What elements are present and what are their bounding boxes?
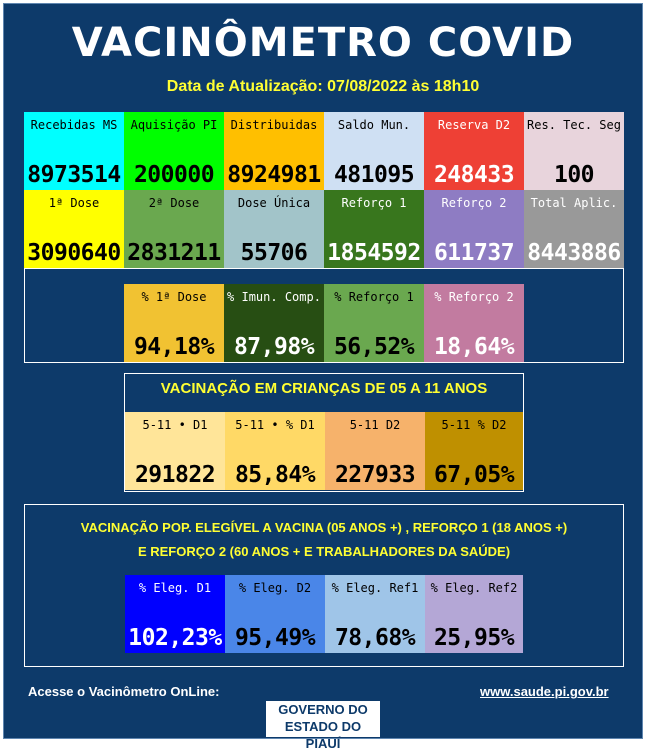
cell-5-11-pct-d2 [425,412,523,490]
cell-value: 87,98% [233,334,315,360]
cell-pct-reforco-1 [324,284,424,362]
logo-line-1: GOVERNO DO [278,702,368,717]
cell-value: 2831211 [127,240,221,266]
cell-pct-primeira-dose [124,284,224,362]
cell-label: % Eleg. Ref2 [430,581,518,595]
cell-saldo-mun [324,112,424,190]
cell-value: 291822 [134,462,216,488]
cell-value: 3090640 [27,240,121,266]
cell-label: % Eleg. D1 [138,581,212,595]
cell-value: 611737 [433,240,515,266]
cell-label: Res. Tec. Seg [527,118,621,132]
update-date: Data de Atualização: 07/08/2022 às 18h10 [166,78,480,95]
cell-label: Reserva D2 [437,118,511,132]
eligible-title-line-2: E REFORÇO 2 (60 ANOS + E TRABALHADORES DA SAÚDE) [137,544,511,559]
cell-label: % Eleg. Ref1 [331,581,419,595]
cell-recebidas-ms [24,112,124,190]
cell-value: 227933 [334,462,416,488]
cell-eleg-ref1 [325,575,425,653]
cell-label: 5-11 • D1 [142,418,208,432]
page-title: VACINÔMETRO COVID [71,20,575,66]
cell-label: Reforço 2 [441,196,507,210]
cell-eleg-d2 [225,575,325,653]
cell-pct-imun-comp [224,284,324,362]
cell-value: 200000 [133,162,215,188]
cell-label: 5-11 % D2 [441,418,507,432]
cell-aquisicao-pi [124,112,224,190]
cell-total-aplic [524,190,624,268]
cell-eleg-ref2 [425,575,523,653]
cell-value: 78,68% [334,625,416,651]
cell-5-11-d2 [325,412,425,490]
website-link[interactable]: www.saude.pi.gov.br [480,684,609,699]
cell-label: 5-11 • % D1 [235,418,315,432]
cell-reforco-1 [324,190,424,268]
government-logo [266,701,380,751]
cell-segunda-dose [124,190,224,268]
cell-value: 1854592 [327,240,421,266]
cell-label: % 1ª Dose [141,290,207,304]
cell-value: 56,52% [333,334,415,360]
cell-value: 8443886 [527,240,621,266]
cell-distribuidas [224,112,324,190]
cell-label: % Imun. Comp. [227,290,321,304]
cell-pct-reforco-2 [424,284,524,362]
cell-label: Saldo Mun. [337,118,411,132]
eligible-title-line-1: VACINAÇÃO POP. ELEGÍVEL A VACINA (05 ANOS +) , REFORÇO 1 (18 ANOS +) [80,520,568,535]
cell-reserva-d2 [424,112,524,190]
cell-value: 25,95% [433,625,515,651]
cell-value: 85,84% [234,462,316,488]
cell-label: Total Aplic. [530,196,618,210]
cell-dose-unica [224,190,324,268]
cell-label: % Reforço 1 [334,290,414,304]
cell-value: 102,23% [128,625,222,651]
cell-reforco-2 [424,190,524,268]
access-text: Acesse o Vacinômetro OnLine: [28,684,220,699]
cell-label: 1ª Dose [48,196,100,210]
cell-eleg-d1 [125,575,225,653]
cell-label: 5-11 D2 [349,418,401,432]
cell-5-11-pct-d1 [225,412,325,490]
cell-primeira-dose [24,190,124,268]
cell-label: Dose Única [237,196,311,210]
cell-value: 481095 [333,162,415,188]
cell-value: 95,49% [234,625,316,651]
logo-line-2: ESTADO DO PIAUÍ [284,719,362,751]
children-section-title: VACINAÇÃO EM CRIANÇAS DE 05 A 11 ANOS [160,380,488,397]
cell-value: 100 [553,162,595,188]
cell-value: 94,18% [133,334,215,360]
cell-5-11-d1 [125,412,225,490]
cell-label: % Reforço 2 [434,290,514,304]
cell-value: 8973514 [27,162,121,188]
cell-value: 8924981 [227,162,321,188]
cell-value: 67,05% [433,462,515,488]
cell-label: Reforço 1 [341,196,407,210]
cell-value: 248433 [433,162,515,188]
cell-value: 55706 [240,240,308,266]
cell-value: 18,64% [433,334,515,360]
cell-label: Aquisição PI [130,118,218,132]
cell-label: Distribuidas [230,118,318,132]
cell-res-tec-seg [524,112,624,190]
cell-label: 2ª Dose [148,196,200,210]
cell-label: % Eleg. D2 [238,581,312,595]
cell-label: Recebidas MS [30,118,118,132]
